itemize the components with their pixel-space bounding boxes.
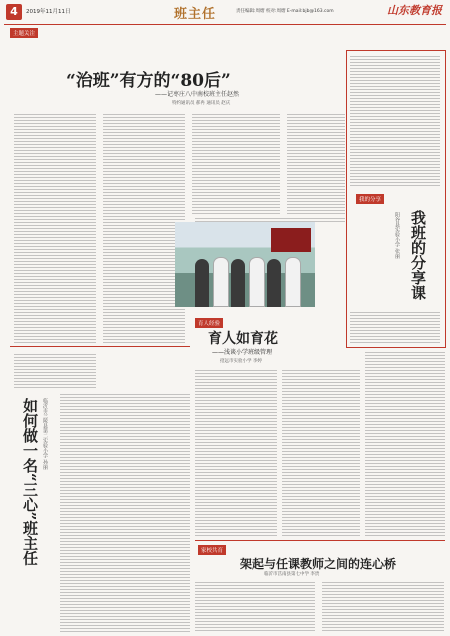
- article4-title: 育人如育花: [208, 331, 278, 347]
- person-figure: [213, 257, 229, 307]
- article1-column-2: [103, 112, 185, 344]
- article4-column-2: [282, 368, 360, 538]
- article4-column-3: [365, 350, 445, 538]
- person-figure: [285, 257, 301, 307]
- section-title: 班主任: [174, 7, 217, 22]
- issue-date: 2019年11月11日: [26, 9, 71, 15]
- article1-subtitle: ——记枣庄八中南校班主任赵然: [155, 91, 240, 98]
- article5-column-1: [195, 580, 315, 632]
- group-photo: [175, 222, 315, 307]
- person-figure: [249, 257, 265, 307]
- article5-rule: [195, 540, 445, 541]
- article1-column-3: [192, 112, 280, 214]
- page-header: [0, 0, 450, 24]
- article2-byline: 临沂市兰陵县第二实验小学 孙丽: [42, 398, 48, 470]
- header-rule: [4, 24, 446, 25]
- article5-title: 架起与任课教师之间的连心桥: [240, 557, 397, 571]
- article4-subtitle: ——浅谈小学班级管理: [212, 349, 273, 356]
- article1-column-4: [287, 112, 345, 214]
- person-figure: [267, 259, 281, 307]
- article1-column-1: [14, 112, 96, 344]
- building: [271, 228, 311, 252]
- page-number: 4: [6, 4, 22, 20]
- article1-tag: 主题关注: [10, 28, 38, 38]
- masthead: 山东教育报: [387, 4, 442, 17]
- article2-body: [60, 392, 190, 632]
- article1-byline: 特约通讯员 郝冉 通讯员 赵庆: [172, 101, 231, 106]
- article4-column-1: [195, 368, 277, 538]
- article3-title: 我班的分享课: [409, 210, 427, 300]
- person-figure: [231, 259, 245, 307]
- article2-rule: [10, 346, 190, 347]
- article3-tag: 我的分享: [356, 194, 384, 204]
- article3-byline: 阳谷县实验小学 张丽: [394, 212, 400, 259]
- article4-tag: 育人经验: [195, 318, 223, 328]
- article5-tag: 家校共育: [198, 545, 226, 555]
- article3-top-text: [350, 54, 440, 186]
- article4-byline: 招远市实验小学 李婷: [220, 359, 262, 364]
- article3-body: [350, 310, 440, 344]
- article2-title: 如何做一名“三心”班主任: [21, 398, 39, 566]
- article1-title: “治班”有方的“80后”: [66, 71, 231, 91]
- editor-credits: 责任编辑:周熠 校对:周熠 E-mail:bjb@163.com: [236, 9, 334, 14]
- article5-byline: 临沂市莒南县第七中学 李贵: [264, 572, 320, 577]
- person-figure: [195, 259, 209, 307]
- article2-intro: [14, 352, 96, 388]
- article5-column-2: [322, 580, 444, 632]
